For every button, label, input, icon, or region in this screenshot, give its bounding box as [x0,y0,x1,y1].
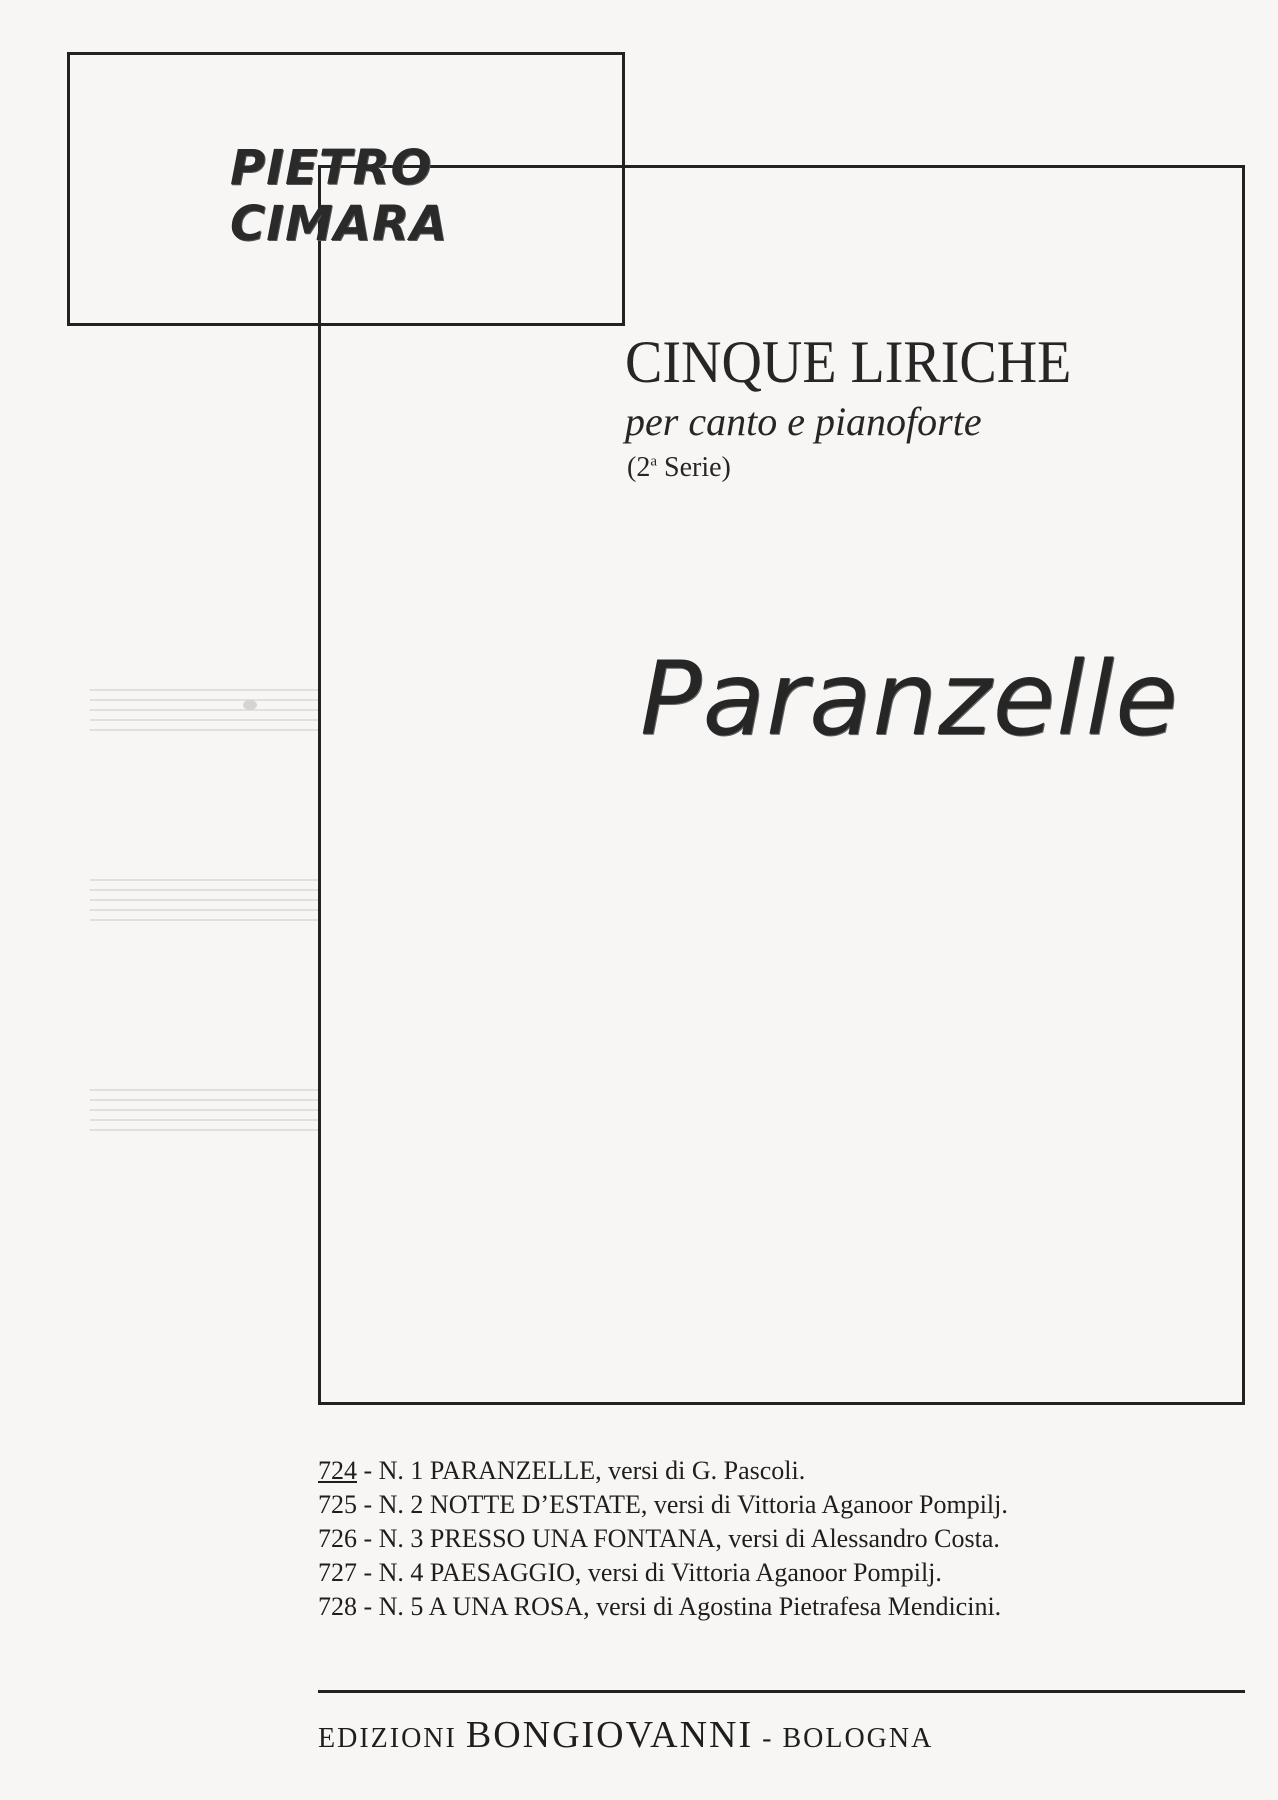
publisher-name: BONGIOVANNI [465,1714,754,1756]
collection-title: CINQUE LIRICHE [625,329,1072,397]
catalogue-number: 725 [318,1490,357,1519]
catalogue-entry: - N. 4 PAESAGGIO, versi di Vittoria Aganoor Pompilj. [357,1558,942,1587]
composer-first-name: PIETRO [230,140,433,196]
composer-name [230,140,448,252]
series-label: (2$^a$ Serie) [627,452,731,483]
catalogue-number: 724 [318,1456,357,1485]
catalogue-number: 726 [318,1524,357,1553]
divider [318,1690,1245,1693]
catalogue-entry: - N. 5 A UNA ROSA, versi di Agostina Pietrafesa Mendicini. [357,1592,1002,1621]
catalogue-item [318,1556,1008,1590]
publisher-line [318,1713,1245,1757]
collection-subtitle: per canto e pianoforte [625,399,982,444]
catalogue-item [318,1454,1008,1488]
composer-last-name: CIMARA [230,196,449,252]
catalogue-item [318,1522,1008,1556]
catalogue-entry: - N. 2 NOTTE D’ESTATE, versi di Vittoria Aganoor Pompilj. [357,1490,1008,1519]
catalogue-number: 727 [318,1558,357,1587]
publisher-city: - BOLOGNA [753,1723,934,1754]
catalogue-number: 728 [318,1592,357,1621]
catalogue-entry: - N. 3 PRESSO UNA FONTANA, versi di Alessandro Costa. [357,1524,1000,1553]
catalogue-list [318,1454,1008,1624]
catalogue-entry: - N. 1 PARANZELLE, versi di G. Pascoli. [357,1456,806,1485]
publisher-prefix: EDIZIONI [318,1723,466,1754]
catalogue-item [318,1488,1008,1522]
work-title: Paranzelle [640,640,1179,759]
catalogue-item [318,1590,1008,1624]
